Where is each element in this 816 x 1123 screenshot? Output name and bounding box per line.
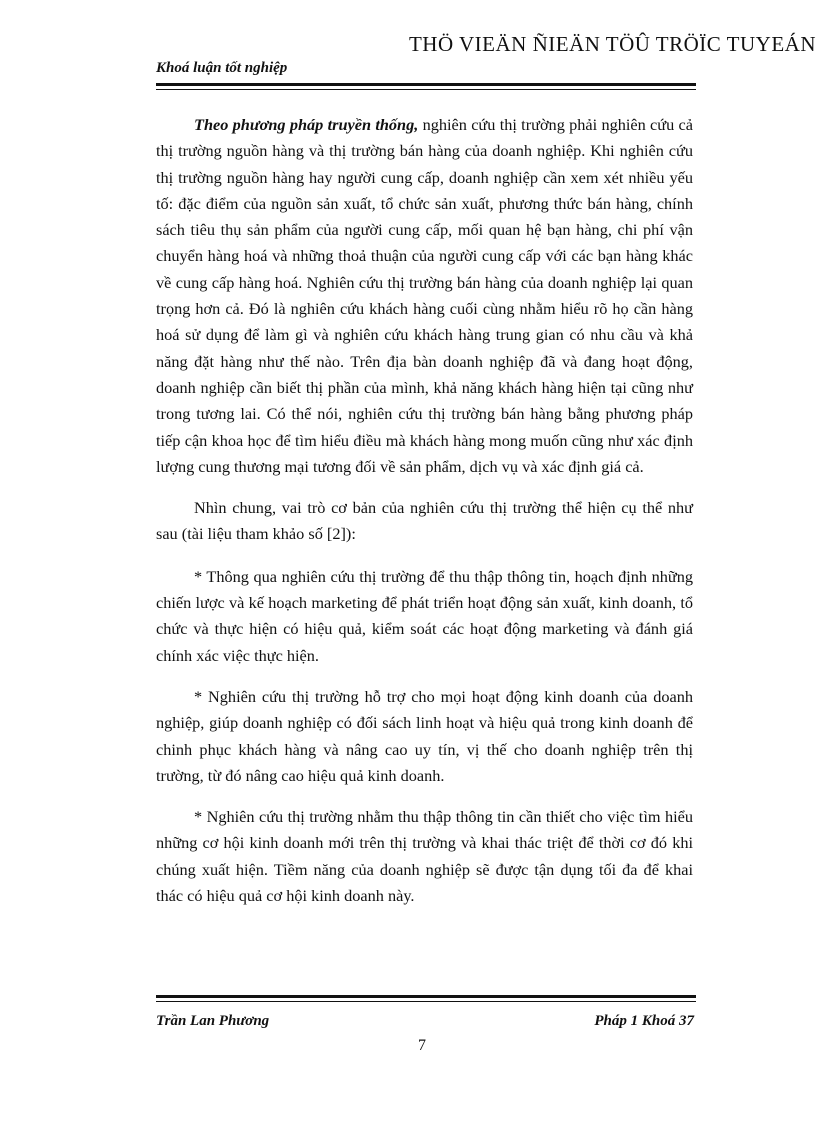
footer-class: Pháp 1 Khoá 37: [594, 1013, 694, 1029]
page-number: 7: [418, 1037, 426, 1054]
watermark-text: THÖ VIEÄN ÑIEÄN TÖÛ TRÖÏC TUYEÁN: [408, 32, 816, 56]
paragraph-4: * Nghiên cứu thị trường hỗ trợ cho mọi hoạt động kinh doanh của doanh nghiệp, giúp doanh nghiệp có đối sách linh hoạt và hiệu quả trong kinh doanh để chinh phục khách hàng và nâng cao uy tín, vị thế cho doanh nghiệp trên thị trường, từ đó nâng cao hiệu quả kinh doanh.: [156, 686, 693, 785]
paragraph-1-text: nghiên cứu thị trường phải nghiên cứu cả thị trường nguồn hàng và thị trường bán hàng của doanh nghiệp. Khi nghiên cứu thị trường nguồn hàng hay người cung cấp, doanh nghiệp cần xem xét nhiều yếu tố: đặc điểm của nguồn sản xuất, tổ chức sản xuất, phương thức bán hàng, chính sách tiêu thụ sản phẩm của người cung cấp, mối quan hệ bạn hàng, chi phí vận chuyển hàng hoá và những thoả thuận của người cung cấp với các bạn hàng khác về cung cấp hàng hoá. Nghiên cứu thị trường bán hàng của doanh nghiệp lại quan trọng hơn cả. Đó là nghiên cứu khách hàng cuối cùng nhằm hiểu rõ họ cần hàng hoá sử dụng để làm gì và nghiên cứu khách hàng trung gian có nhu cầu và khả năng đặt hàng như thế nào. Trên địa bàn doanh nghiệp đã và đang hoạt động, doanh nghiệp cần biết thị phần của mình, khả năng khách hàng hiện tại cũng như trong tương lai. Có thể nói, nghiên cứu thị trường bán hàng bằng phương pháp tiếp cận khoa học để tìm hiểu điều mà khách hàng mong muốn cũng như xác định lượng cung thương mại tương đối về sản phẩm, dịch vụ và xác định giá cả.: [156, 115, 693, 476]
paragraph-5: * Nghiên cứu thị trường nhằm thu thập thông tin cần thiết cho việc tìm hiểu những cơ hội kinh doanh mới trên thị trường và khai thác triệt để thời cơ đó khi chúng xuất hiện. Tiềm năng của doanh nghiệp sẽ được tận dụng tối đa để khai thác có hiệu quả cơ hội kinh doanh này.: [156, 807, 693, 906]
header-double-rule: [156, 83, 696, 90]
paragraph-2: Nhìn chung, vai trò cơ bản của nghiên cứu thị trường thể hiện cụ thể như sau (tài liệu tham khảo số [2]):: [156, 498, 693, 544]
footer-double-rule: [156, 995, 696, 1002]
paragraph-1: [156, 112, 693, 480]
paragraph-3: * Thông qua nghiên cứu thị trường để thu thập thông tin, hoạch định những chiến lược và kế hoạch marketing để phát triển hoạt động sản xuất, kinh doanh, tổ chức và thực hiện có hiệu quả, kiểm soát các hoạt động marketing và đánh giá chính xác việc thực hiện.: [156, 566, 693, 665]
running-header-title: Khoá luận tốt nghiệp: [156, 60, 288, 76]
body-text: [156, 112, 693, 924]
paragraph-1-lead: Theo phương pháp truyền thống,: [194, 115, 419, 134]
footer-author: Trần Lan Phương: [156, 1013, 270, 1029]
